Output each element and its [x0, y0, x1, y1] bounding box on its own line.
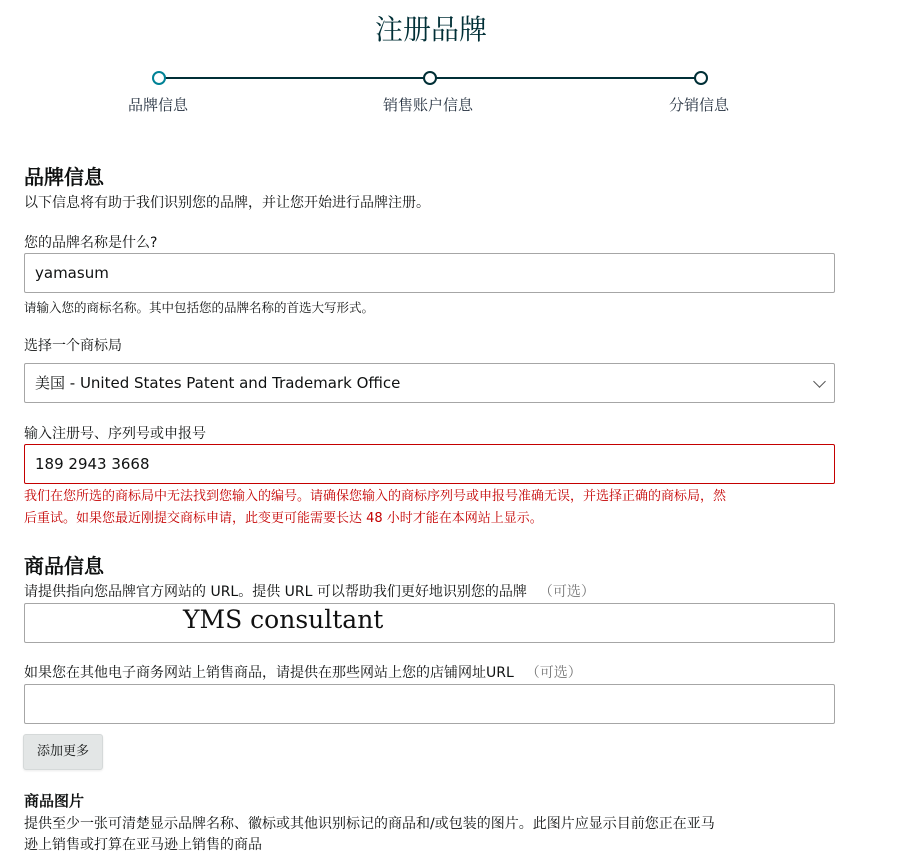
step-dot-brand-info [152, 71, 166, 85]
trademark-office-label: 选择一个商标局 [24, 338, 122, 354]
registration-error-line-2: 后重试。如果您最近刚提交商标申请，此变更可能需要长达 48 小时才能在本网站上显示。 [24, 511, 543, 526]
step-dot-distribution-info [694, 71, 708, 85]
website-url-label [24, 581, 595, 601]
step-label-account-info: 销售账户信息 [383, 96, 474, 114]
store-url-input[interactable] [24, 684, 835, 724]
website-url-label-text: 请提供指向您品牌官方网站的 URL。提供 URL 可以帮助我们更好地识别您的品牌 [24, 584, 527, 600]
add-more-button[interactable]: 添加更多 [23, 734, 103, 770]
website-url-optional: （可选） [538, 584, 595, 600]
product-images-description-line-1: 提供至少一张可清楚显示品牌名称、徽标或其他识别标记的商品和/或包装的图片。此图片应显示目前您正在亚马 [24, 816, 715, 832]
page-title: 注册品牌 [374, 13, 487, 46]
product-section-heading: 商品信息 [24, 554, 104, 578]
chevron-down-icon [813, 375, 826, 388]
step-label-brand-info: 品牌信息 [128, 96, 189, 114]
handwritten-annotation: YMS consultant [183, 605, 384, 634]
registration-error-message [24, 486, 844, 530]
brand-name-label: 您的品牌名称是什么? [24, 235, 158, 251]
store-url-optional: （可选） [525, 665, 582, 681]
step-label-distribution-info: 分销信息 [669, 96, 730, 114]
store-url-label [24, 662, 582, 682]
product-images-description-line-2: 逊上销售或打算在亚马逊上销售的商品 [24, 837, 262, 853]
website-url-input[interactable] [24, 603, 835, 643]
product-images-heading: 商品图片 [24, 792, 85, 810]
registration-error-line-1: 我们在您所选的商标局中无法找到您输入的编号。请确保您输入的商标序列号或申报号准确无误，并选择正确的商标局，然 [24, 489, 727, 504]
registration-number-input[interactable]: 189 2943 3668 [24, 444, 835, 484]
trademark-office-select[interactable] [24, 363, 835, 403]
progress-stepper [0, 0, 912, 120]
brand-section-description: 以下信息将有助于我们识别您的品牌，并让您开始进行品牌注册。 [24, 195, 430, 211]
brand-name-hint: 请输入您的商标名称。其中包括您的品牌名称的首选大写形式。 [24, 300, 375, 315]
step-dot-account-info [423, 71, 437, 85]
store-url-label-text: 如果您在其他电子商务网站上销售商品，请提供在那些网站上您的店铺网址URL [24, 665, 514, 681]
registration-number-label: 输入注册号、序列号或申报号 [24, 426, 206, 442]
brand-section-heading: 品牌信息 [24, 165, 104, 189]
brand-name-input[interactable]: yamasum [24, 253, 835, 293]
trademark-office-value: 美国 - United States Patent and Trademark Office [35, 374, 401, 392]
